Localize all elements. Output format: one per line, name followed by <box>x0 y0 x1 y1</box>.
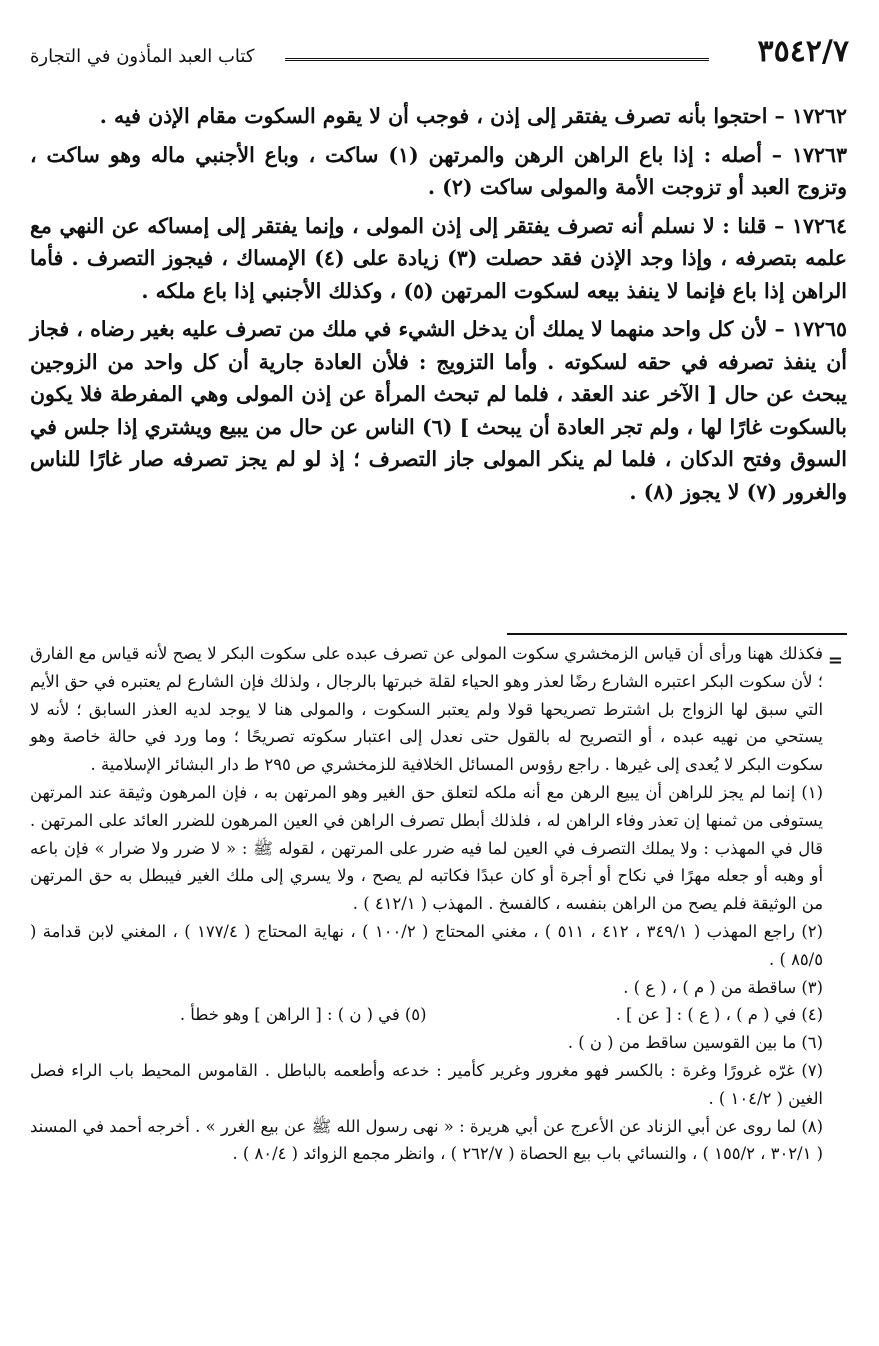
footnote-7: (٧) غرّه غرورًا وغرة : بالكسر فهو مغرور وغرير كأمير : خدعه وأطعمه بالباطل . القاموس المحيط باب الراء فصل الغين ( ١٠٤/٢ ) . <box>30 1060 823 1108</box>
paragraph-17262 <box>30 100 847 133</box>
main-text <box>30 100 847 514</box>
footnote-5: (٥) في ( ن ) : [ الراهن ] وهو خطأ . <box>179 1005 427 1025</box>
paragraph-text: – لأن كل واحد منهما لا يملك أن يدخل الشيء في ملك من تصرف عليه بغير رضاه ، فجاز أن ينفذ تصرفه في حقه لسكوته . وأما التزويج : فلأن العادة جارية أن كل واحد من الزوجين يبحث عن حال [ الآخر عند العقد ، فلما لم تبحث المرأة عن إذن المولى وهي المفرطة فلا يكون بالسكوت غارًا لها ، ولم تجر العادة أن يبحث ] (٦) الناس عن حال من يبيع ويشتري إذا جلس في السوق وفتح الدكان ، فلما لم ينكر المولى جاز التصرف ؛ إذ لو لم يجز تصرفه صار غارًا للناس والغرور (٧) لا يجوز (٨) . <box>30 317 848 504</box>
footnotes <box>30 640 823 1168</box>
paragraph-17264 <box>30 210 847 308</box>
footnote-divider <box>507 633 847 635</box>
footnote-2: (٢) راجع المهذب ( ٣٤٩/١ ، ٤١٢ ، ٥١١ ) ، مغني المحتاج ( ١٠٠/٢ ) ، نهاية المحتاج ( ١٧٧/٤ ) ، المغني لابن قدامة ( ٨٥/٥ ) . <box>30 921 823 969</box>
running-title: كتاب العبد المأذون في التجارة <box>30 46 255 67</box>
paragraph-number: ١٧٢٦٤ <box>791 213 848 238</box>
page-header <box>30 32 849 84</box>
paragraph-number: ١٧٢٦٥ <box>791 317 848 341</box>
footnote-continuation-mark: = <box>827 650 843 671</box>
paragraph-17263 <box>30 139 847 204</box>
footnote-6: (٦) ما بين القوسين ساقط من ( ن ) . <box>567 1033 823 1053</box>
footnote-3: (٣) ساقطة من ( م ) ، ( ع ) . <box>623 977 823 997</box>
page-number: ٣٥٤٢/٧ <box>757 34 849 69</box>
paragraph-text: – احتجوا بأنه تصرف يفتقر إلى إذن ، فوجب أن لا يقوم السكوت مقام الإذن فيه . <box>99 104 785 128</box>
footnote-continuation: فكذلك ههنا ورأى أن قياس الزمخشري سكوت المولى عن تصرف عبده على سكوت البكر لا يصح لأنه قياس مع الفارق ؛ لأن سكوت البكر اعتبره الشارع رضًا لعذر وهو الحياء لقلة خبرتها بالرجال ، ولذلك فإن الشارع لم يعتبره في حق الأيم التي سبق لها الزواج بل اشترط تصريحها قولا ولم يعتبر السكوت ، والمولى هنا لا يوجد لديه العذر السابق ؛ لأنه لا يستحي من نهيه عبده ، أو التصريح له بالقول حتى نعدل إلى اعتبار سكوته تصريحًا ؛ وما ورد في حالة خاصة وهو سكوت البكر لا يُعدى إلى غيرها . راجع رؤوس المسائل الخلافية للزمخشري ص ٢٩٥ ط دار البشائر الإسلامية . <box>30 644 823 775</box>
paragraph-text: – أصله : إذا باع الراهن الرهن والمرتهن (١) ساكت ، وباع الأجنبي ماله وهو ساكت ، وتزوج العبد أو تزوجت الأمة والمولى ساكت (٢) . <box>30 142 847 199</box>
footnote-1: (١) إنما لم يجز للراهن أن يبيع الرهن مع أنه ملكه لتعلق حق الغير وهو المرتهن به ، فإن المرهون وثيقة عند المرتهن يستوفى من ثمنها إن تعذر وفاء الراهن له ، فلذلك أبطل تصرف الراهن في العين المرهون للضرر العائد على المرتهن . قال في المهذب : ولا يملك التصرف في العين لما فيه ضرر على المرتهن ، لقوله ﷺ : « لا ضرر ولا ضرار » فإن باعه أو وهبه أو جعله مهرًا في نكاح أو أجرة أو كان عبدًا فكاتبه لم يصح ، ولا يسري إلى ملك الغير فيبطل به حق المرتهن من الوثيقة فلم يصح من الراهن بنفسه ، كالفسخ . المهذب ( ٤١٢/١ ) . <box>30 782 823 914</box>
footnote-row-3 <box>30 974 823 1002</box>
paragraph-number: ١٧٢٦٢ <box>791 104 847 128</box>
paragraph-17265 <box>30 313 847 508</box>
paragraph-text: – قلنا : لا نسلم أنه تصرف يفتقر إلى إذن المولى ، وإنما يفتقر إلى إمساكه عن النهي مع علمه بتصرفه ، وإذا وجد الإذن فقد حصلت (٣) زيادة على (٤) الإمساك ، فيجوز التصرف . فأما الراهن إذا باع فإنما لا ينفذ بيعه لسكوت المرتهن (٥) ، وكذلك الأجنبي إذا باع ملكه . <box>30 213 847 303</box>
footnote-8: (٨) لما روى عن أبي الزناد عن الأعرج عن أبي هريرة : « نهى رسول الله ﷺ عن بيع الغرر » . أخرجه أحمد في المسند ( ٣٠٢/١ ، ١٥٥/٢ ) ، والنسائي باب بيع الحصاة ( ٢٦٢/٧ ) ، وانظر مجمع الزوائد ( ٨٠/٤ ) . <box>30 1116 823 1164</box>
footnote-4: (٤) في ( م ) ، ( ع ) : [ عن ] . <box>615 1005 823 1025</box>
paragraph-number: ١٧٢٦٣ <box>791 142 847 167</box>
header-rule <box>285 58 709 65</box>
footnote-row-4-5 <box>30 1001 823 1029</box>
